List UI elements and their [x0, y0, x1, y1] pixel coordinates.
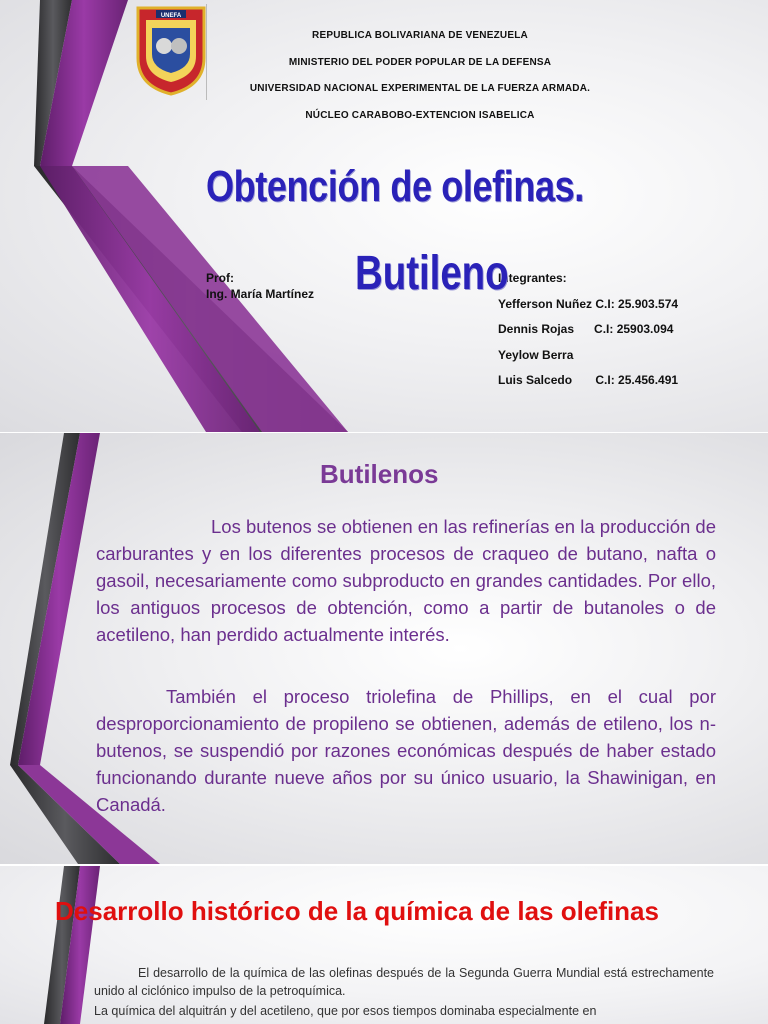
- prof-name: Ing. María Martínez: [206, 287, 315, 301]
- svg-text:UNEFA: UNEFA: [160, 13, 182, 19]
- team-member: Yeylow Berra: [498, 347, 574, 362]
- body-paragraph-2: También el proceso triolefina de Phillips, en el cual por desproporcionamiento de propileno se obtienen, además de etileno, los n-butenos, se suspendió por razones económicas después de haber estado funcionando durante nueve años por su único usuario, la Shawinigan, en Canadá.: [96, 686, 716, 815]
- title-slide: [0, 0, 768, 432]
- team-label: Integrantes:: [498, 271, 567, 285]
- team-member: Yefferson Nuñez C.I: 25.903.574: [498, 296, 679, 311]
- header-line-3: UNIVERSIDAD NACIONAL EXPERIMENTAL DE LA FUERZA ARMADA.: [249, 83, 591, 94]
- body-paragraph-2: La química del alquitrán y del acetileno, que por esos tiempos dominaba especialmente en: [94, 1004, 597, 1018]
- section-heading: Butilenos: [320, 459, 439, 489]
- slide-title-line-2: Butileno: [355, 247, 509, 300]
- body-paragraph-1: Los butenos se obtienen en las refinerías en la producción de carburantes y en los diferentes procesos de craqueo de butano, nafta o gasoil, necesariamente como subproducto en grandes cantidades. Por ello, los antiguos procesos de obtención, como a partir de butanoles o de acetileno, han perdido actualmente interés.: [96, 516, 716, 645]
- butilenos-slide: [0, 433, 768, 864]
- body-paragraph-1: El desarrollo de la química de las olefinas después de la Segunda Guerra Mundial está estrechamente unido al ciclónico impulso de la petroquímica.: [94, 966, 714, 998]
- header-divider: [206, 4, 207, 100]
- team-member: Dennis Rojas C.I: 25903.094: [498, 322, 674, 336]
- prof-label: Prof:: [206, 271, 234, 285]
- header-line-1: REPUBLICA BOLIVARIANA DE VENEZUELA: [312, 30, 528, 41]
- professor-block: [206, 270, 314, 302]
- header-line-2: MINISTERIO DEL PODER POPULAR DE LA DEFENSA: [288, 57, 552, 68]
- decorative-stripes: [0, 866, 768, 1024]
- slide-title-line-1: Obtención de olefinas.: [206, 162, 584, 211]
- team-block: [498, 270, 678, 398]
- team-member: Luis Salcedo C.I: 25.456.491: [498, 373, 679, 387]
- history-slide: [0, 866, 768, 1024]
- section-heading: Desarrollo histórico de la química de las olefinas: [55, 896, 659, 926]
- header-line-4: NÚCLEO CARABOBO-EXTENCION ISABELICA: [305, 110, 535, 121]
- university-seal-logo: [134, 2, 208, 96]
